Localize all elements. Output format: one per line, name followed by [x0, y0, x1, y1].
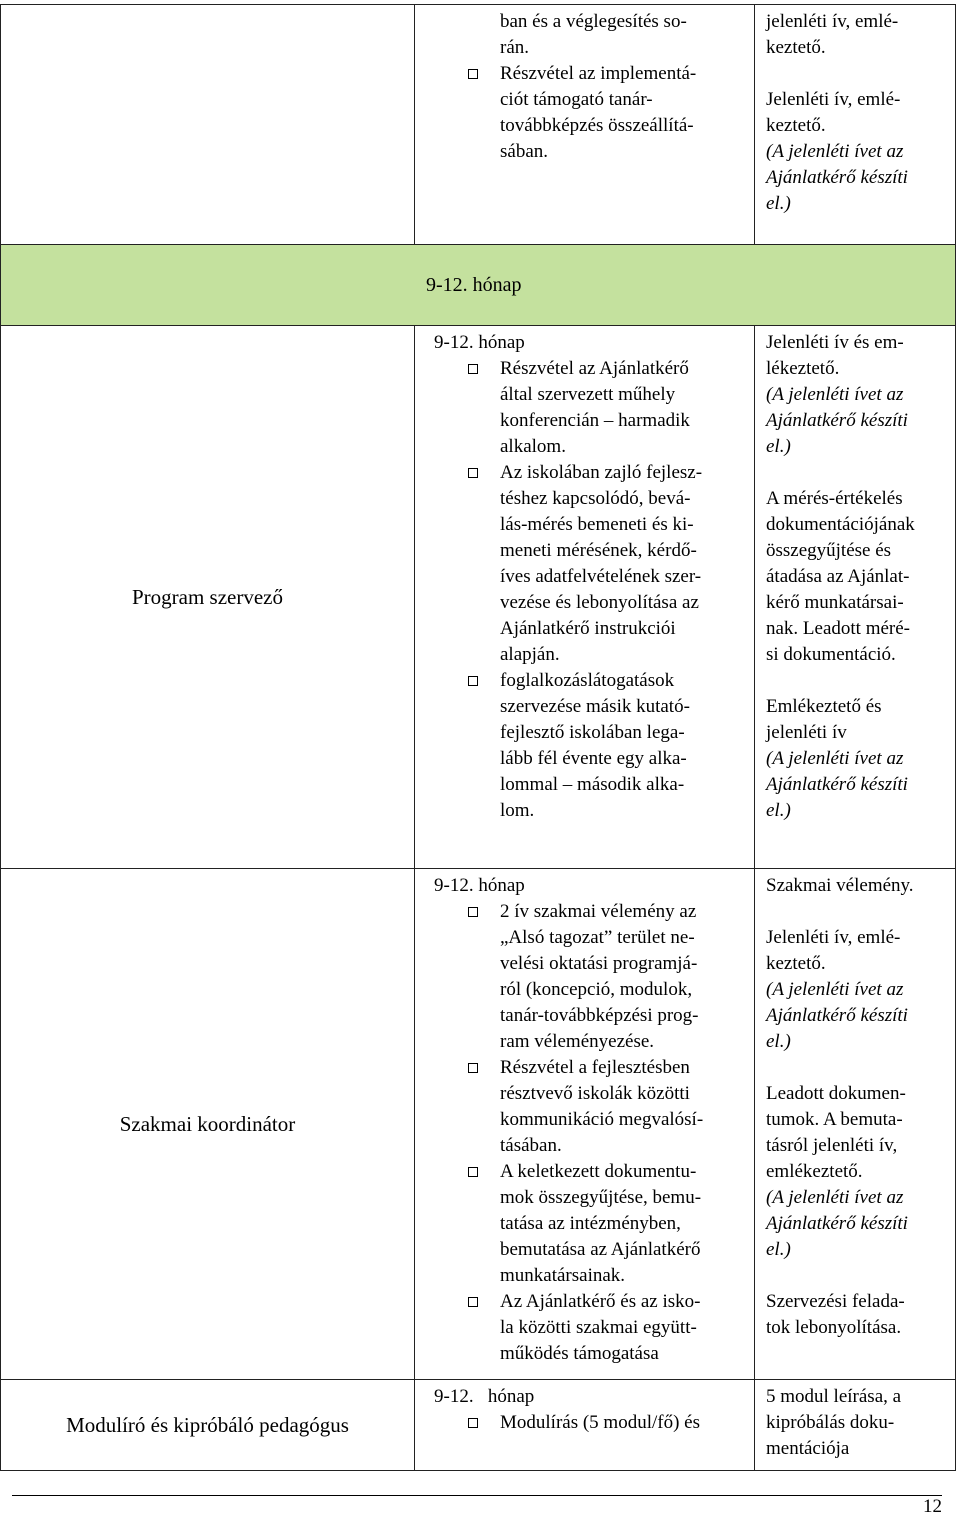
row-modulir-pedagogus — [1, 1380, 956, 1471]
row-continuation — [1, 5, 956, 245]
period-heading: 9-12. hónap — [434, 875, 525, 896]
checkbox-bullet-icon — [468, 1297, 478, 1307]
task-item: A keletkezett dokumentu- mok összegyűjtése, bemu- tatása az intézményben, bemutatása az Ajánlatkérő munkatársainak. — [423, 1159, 746, 1289]
role-cell-empty — [1, 5, 415, 245]
tasks-modulir-pedagogus — [415, 1380, 755, 1471]
checkbox-bullet-icon — [468, 1063, 478, 1073]
checkbox-bullet-icon — [468, 1418, 478, 1428]
checkbox-bullet-icon — [468, 676, 478, 686]
checkbox-bullet-icon — [468, 69, 478, 79]
deliverables-modulir-pedagogus: 5 modul leírása, a kipróbálás doku- mentációja — [755, 1380, 956, 1471]
task-item: Modulírás (5 modul/fő) és — [423, 1410, 746, 1436]
row-phase-header — [1, 245, 956, 326]
checkbox-bullet-icon — [468, 1167, 478, 1177]
task-item: Részvétel a fejlesztésben résztvevő iskolák közötti kommunikáció megvalósí- tásában. — [423, 1055, 746, 1159]
page-number: 12 — [923, 1496, 942, 1517]
task-item: 2 ív szakmai vélemény az „Alsó tagozat” terület ne- velési oktatási programjá- ról (koncepció, modulok, tanár-továbbképzési prog- ram véleményezése. — [423, 899, 746, 1055]
schedule-table — [0, 4, 956, 1471]
task-item: Az Ajánlatkérő és az isko- la közötti szakmai együtt- működés támogatása — [423, 1289, 746, 1367]
task-item: Részvétel az Ajánlatkérő által szervezett műhely konferencián – harmadik alkalom. — [423, 356, 746, 460]
continuation-text: ban és a véglegesítés so- rán. — [500, 11, 687, 58]
checkbox-bullet-icon — [468, 364, 478, 374]
phase-header: 9-12. hónap — [1, 245, 956, 326]
footer-divider — [12, 1495, 942, 1496]
deliverables-szakmai-koordinator: Szakmai vélemény. Jelenléti ív, emlé- keztető. (A jelenléti ívet az Ajánlatkérő készíti el.) Leadott dokumen- tumok. A bemuta- tásról jelenléti ív, emlékeztető. (A jelenléti ívet az Ajánlatkérő készíti el.) Szervezési felada- tok lebonyolítása. — [755, 869, 956, 1380]
role-szakmai-koordinator: Szakmai koordinátor — [1, 869, 415, 1380]
task-item: foglalkozáslátogatások szervezése másik kutató- fejlesztő iskolában lega- lább fél évente egy alka- lommal – második alka- lom. — [423, 668, 746, 824]
task-item: Részvétel az implementá- ciót támogató tanár- továbbképzés összeállítá- sában. — [423, 61, 746, 165]
row-szakmai-koordinator — [1, 869, 956, 1380]
role-program-szervezo: Program szervező — [1, 326, 415, 869]
checkbox-bullet-icon — [468, 468, 478, 478]
tasks-cell-continuation — [415, 5, 755, 245]
row-program-szervezo — [1, 326, 956, 869]
deliverables-cell-continuation: jelenléti ív, emlé- keztető. Jelenléti ív, emlé- keztető. (A jelenléti ívet az Ajánlatkérő készíti el.) — [755, 5, 956, 245]
tasks-szakmai-koordinator — [415, 869, 755, 1380]
role-modulir-pedagogus: Modulíró és kipróbáló pedagógus — [1, 1380, 415, 1471]
tasks-program-szervezo — [415, 326, 755, 869]
period-heading: 9-12. hónap — [434, 332, 525, 353]
task-item: Az iskolában zajló fejlesz- téshez kapcsolódó, bevá- lás-mérés bemeneti és ki- meneti mérésének, kérdő- íves adatfelvételének szer- vezése és lebonyolítása az Ajánlatkérő instrukciói alapján. — [423, 460, 746, 668]
period-heading: 9-12. hónap — [434, 1386, 535, 1407]
deliverables-program-szervezo: Jelenléti ív és em- lékeztető. (A jelenléti ívet az Ajánlatkérő készíti el.) A mérés-értékelés dokumentációjának összegyűjtése és átadása az Ajánlat- kérő munkatársai- nak. Leadott méré- si dokumentáció. Emlékeztető és jelenléti ív (A jelenléti ívet az Ajánlatkérő készíti el.) — [755, 326, 956, 869]
checkbox-bullet-icon — [468, 907, 478, 917]
